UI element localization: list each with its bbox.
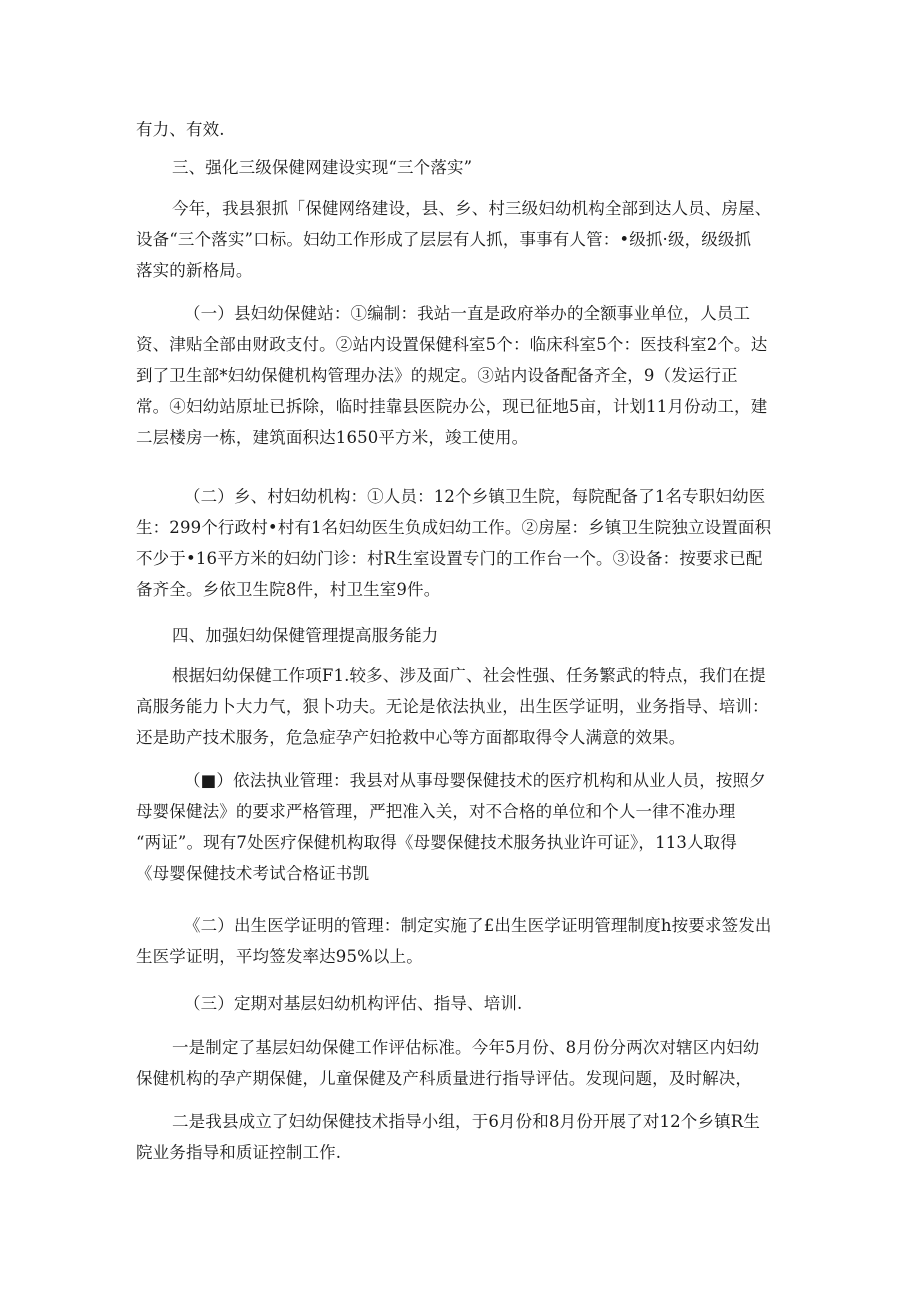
- text-line: （二）乡、村妇幼机构：①人员：12个乡镇卫生院，每院配备了1名专职妇幼医: [184, 487, 766, 506]
- text-line: 到了卫生部*妇幼保健机构管理办法》的规定。③站内设备配备齐全，9（发运行正: [136, 366, 738, 385]
- text-line: 四、加强妇幼保健管理提高服务能力: [172, 626, 439, 645]
- text-line: “两证”。现有7处医疗保健机构取得《母婴保健技术服务执业许可证》，113人取得: [136, 833, 737, 852]
- paragraph-closing-line: [136, 114, 781, 145]
- text-line: 有力、有效.: [136, 120, 225, 139]
- text-line: 设备“三个落实”口标。妇幼工作形成了层层有人抓，事事有人管：•级抓·级，级级抓: [136, 230, 752, 249]
- text-line: 落实的新格局。: [136, 261, 253, 280]
- text-line: （一）县妇幼保健站：①编制：我站一直是政府举办的全额事业单位，人员工: [184, 304, 751, 323]
- text-line: 三、强化三级保健网建设实现“三个落实”: [172, 158, 473, 177]
- text-line: 备齐全。乡依卫生院8件，村卫生室9件。: [136, 580, 441, 599]
- section-heading-3: [136, 152, 781, 183]
- text-line: 二是我县成立了妇幼保健技术指导小组，于6月份和8月份开展了对12个乡镇R生: [172, 1112, 760, 1131]
- paragraph-birth-certificate: [136, 910, 781, 972]
- text-line: 常。④妇幼站原址已拆除，临时挂靠县医院办公，现已征地5亩，计划11月份动工，建: [136, 397, 768, 416]
- text-line: 母婴保健法》的要求严格管理，严把准入关，对不合格的单位和个人一律不准办理: [136, 802, 736, 821]
- text-line: 不少于•16平方米的妇幼门诊：村R生室设置专门的工作台一个。③设备：按要求已配: [136, 549, 763, 568]
- paragraph-township-village: [136, 481, 781, 605]
- text-line: 还是助产技术服务，危急症孕产妇抢救中心等方面都取得令人满意的效果。: [136, 728, 686, 747]
- paragraph-evaluation-heading: [136, 988, 781, 1019]
- text-line: 保健机构的孕产期保健，儿童保健及产科质量进行指导评估。发现问题，及时解决，: [136, 1069, 753, 1088]
- paragraph-evaluation-standard: [136, 1032, 781, 1094]
- text-line: 《二）出生医学证明的管理：制定实施了£出生医学证明管理制度h按要求签发出: [184, 916, 772, 935]
- text-line: （三）定期对基层妇幼机构评估、指导、培训.: [184, 994, 523, 1013]
- text-line: 院业务指导和质证控制工作.: [136, 1143, 342, 1162]
- text-line: （■）依法执业管理：我县对从事母婴保健技术的医疗机构和从业人员，按照夕: [184, 771, 766, 790]
- text-line: 高服务能力卜大力气，狠卜功夫。无论是依法执业，出生医学证明，业务指导、培训：: [136, 697, 769, 716]
- text-line: 一是制定了基层妇幼保健工作评估标准。今年5月份、8月份分两次对辖区内妇幼: [172, 1038, 760, 1057]
- text-line: 二层楼房一栋，建筑面积达1650平方米，竣工使用。: [136, 428, 529, 447]
- text-line: 生医学证明，平均签发率达95%以上。: [136, 947, 423, 966]
- text-line: 根据妇幼保健工作项F1.较多、涉及面广、社会性强、任务繁武的特点，我们在提: [172, 666, 766, 685]
- paragraph-county-station: [136, 298, 781, 453]
- text-line: 《母婴保健技术考试合格证书凯: [136, 864, 370, 883]
- text-line: 资、津贴全部由财政支付。②站内设置保健科室5个：临床科室5个：医技科室2个。达: [136, 335, 768, 354]
- text-line: 今年，我县狠抓「保健网络建设，县、乡、村三级妇幼机构全部到达人员、房屋、: [172, 199, 772, 218]
- section-heading-4: [136, 620, 781, 651]
- paragraph-network: [136, 193, 781, 286]
- paragraph-legal-practice: [136, 765, 781, 889]
- paragraph-service-capacity: [136, 660, 781, 753]
- paragraph-guidance-group: [136, 1106, 781, 1168]
- text-line: 生：299个行政村•村有1名妇幼医生负成妇幼工作。②房屋：乡镇卫生院独立设置面积: [136, 518, 772, 537]
